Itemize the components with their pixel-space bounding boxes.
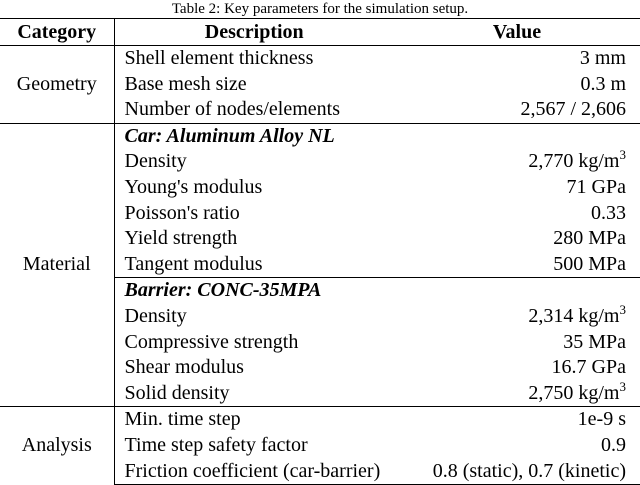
table-row	[0, 46, 640, 72]
description-cell: Shear modulus	[124, 356, 244, 379]
value-cell	[394, 378, 640, 407]
header-description: Description	[114, 19, 394, 46]
value-cell: 3 mm	[394, 46, 640, 72]
description-cell: Number of nodes/elements	[124, 98, 340, 121]
superscript: 3	[619, 301, 626, 317]
parameters-table	[0, 18, 640, 485]
subsection-title-barrier: Barrier: CONC-35MPA	[114, 278, 640, 304]
superscript: 3	[619, 378, 626, 394]
value-cell: 0.8 (static), 0.7 (kinetic)	[394, 459, 640, 485]
value-text: 2,770 kg/m	[528, 150, 620, 173]
value-cell: 500 MPa	[553, 252, 626, 275]
description-cell: Young's modulus	[124, 175, 263, 198]
header-value: Value	[394, 19, 640, 46]
table-header-row	[0, 19, 640, 46]
description-cell: Poisson's ratio	[124, 201, 240, 224]
table-row	[0, 407, 640, 433]
value-cell: 35 MPa	[563, 330, 626, 353]
category-material: Material	[0, 123, 114, 407]
category-analysis: Analysis	[0, 407, 114, 485]
value-cell: 16.7 GPa	[551, 356, 626, 379]
table-caption: Table 2: Key parameters for the simulation setup.	[171, 1, 469, 17]
description-cell: Tangent modulus	[124, 252, 263, 275]
description-cell: Compressive strength	[124, 330, 299, 353]
description-cell: Density	[124, 304, 187, 327]
description-cell: Time step safety factor	[124, 433, 308, 456]
description-cell: Density	[124, 150, 187, 173]
value-cell: 0.3 m	[580, 72, 626, 95]
value-cell	[394, 301, 640, 330]
header-category: Category	[0, 19, 114, 46]
value-cell: 280 MPa	[553, 227, 626, 250]
value-cell	[394, 149, 640, 175]
description-cell: Yield strength	[124, 227, 238, 250]
value-cell: 71 GPa	[566, 175, 626, 198]
value-cell: 1e-9 s	[394, 407, 640, 433]
description-cell: Friction coefficient (car-barrier)	[114, 459, 394, 485]
value-cell: 0.9	[601, 433, 626, 456]
value-text: 2,750 kg/m	[528, 381, 620, 404]
value-cell: 2,567 / 2,606	[520, 98, 626, 121]
table-row	[0, 123, 640, 149]
subsection-title-car: Car: Aluminum Alloy NL	[114, 123, 640, 149]
description-cell: Solid density	[124, 381, 230, 404]
value-text: 2,314 kg/m	[528, 304, 620, 327]
description-cell: Base mesh size	[124, 72, 247, 95]
superscript: 3	[619, 147, 626, 163]
description-cell: Min. time step	[114, 407, 394, 433]
description-cell: Shell element thickness	[114, 46, 394, 72]
category-geometry: Geometry	[0, 46, 114, 124]
value-cell: 0.33	[591, 201, 626, 224]
